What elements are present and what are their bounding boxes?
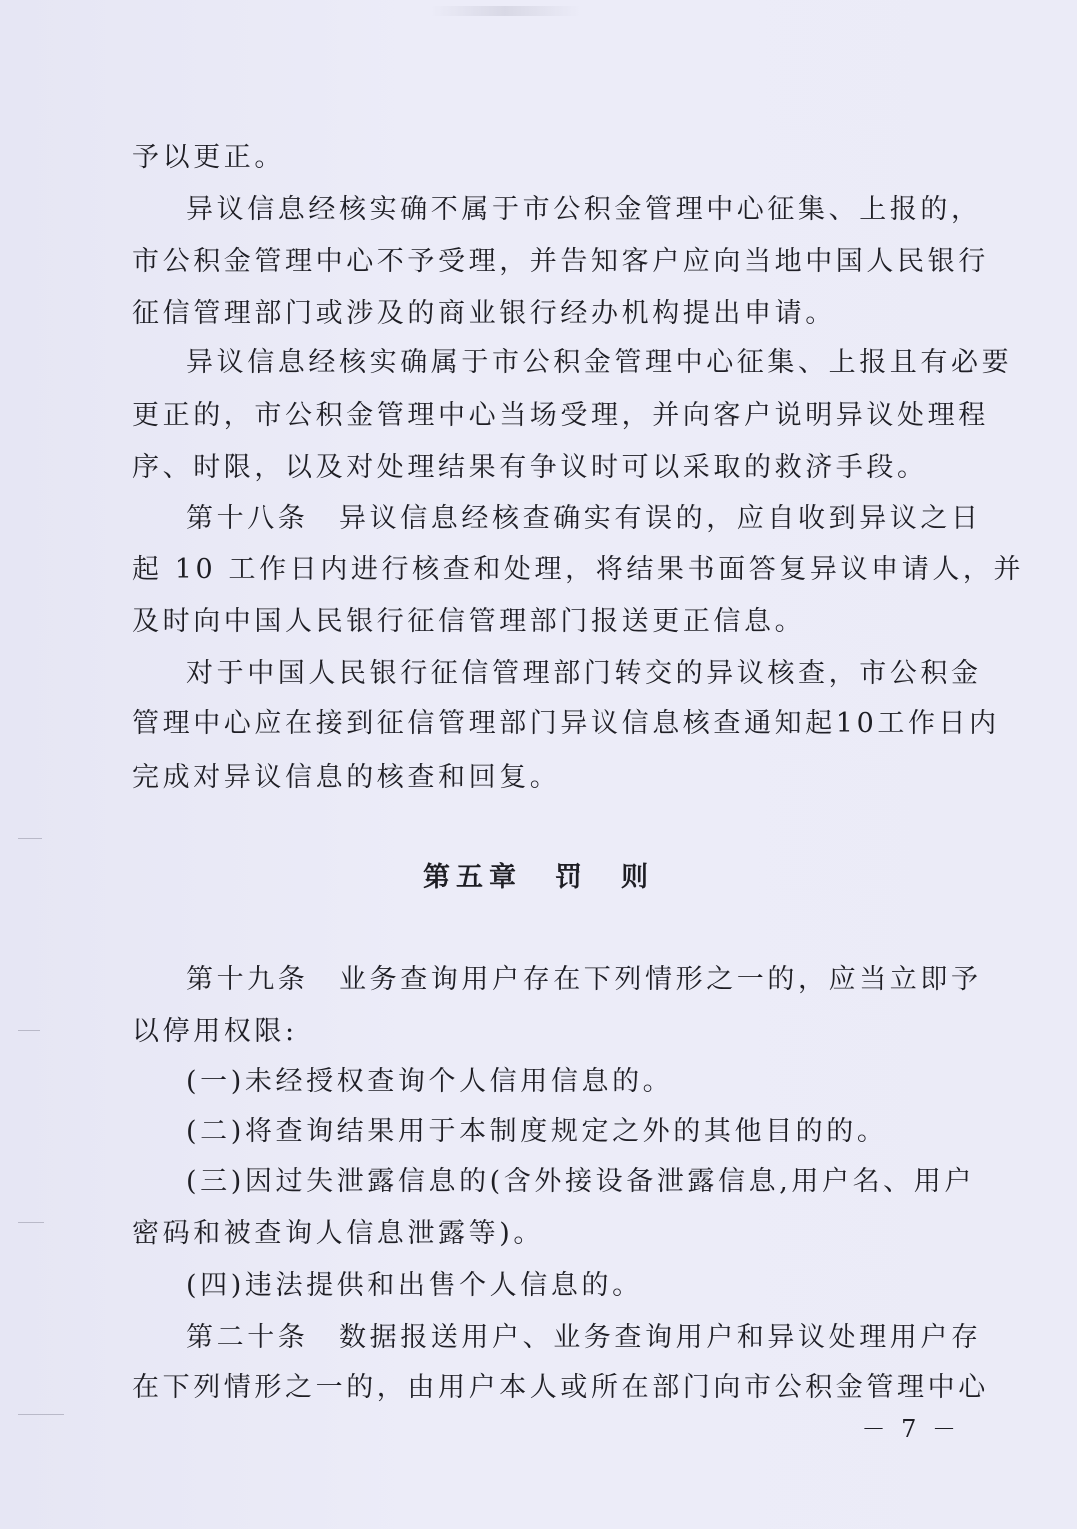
text-line: 序、时限，以及对处理结果有争议时可以采取的救济手段。 bbox=[132, 452, 928, 483]
text-line: 及时向中国人民银行征信管理部门报送更正信息。 bbox=[132, 606, 806, 637]
list-item: (四)违法提供和出售个人信息的。 bbox=[186, 1270, 643, 1301]
scan-mark bbox=[18, 838, 42, 839]
text-line: 异议信息经核实确不属于市公积金管理中心征集、上报的， bbox=[186, 194, 982, 225]
text-line: 异议信息经核实确属于市公积金管理中心征集、上报且有必要 bbox=[186, 347, 1013, 378]
list-item: (三)因过失泄露信息的(含外接设备泄露信息,用户名、用户 bbox=[186, 1166, 975, 1197]
text-line: 以停用权限: bbox=[132, 1016, 298, 1047]
article-20-line: 第二十条 数据报送用户、业务查询用户和异议处理用户存 bbox=[186, 1322, 982, 1353]
text-line: 更正的，市公积金管理中心当场受理，并向客户说明异议处理程 bbox=[132, 400, 989, 431]
text-line: 起 10 工作日内进行核查和处理，将结果书面答复异议申请人，并 bbox=[132, 554, 1025, 585]
list-item: (一)未经授权查询个人信用信息的。 bbox=[186, 1066, 674, 1097]
text-line: 完成对异议信息的核查和回复。 bbox=[132, 762, 561, 793]
text-line: 市公积金管理中心不予受理，并告知客户应向当地中国人民银行 bbox=[132, 246, 989, 277]
scan-mark bbox=[18, 1030, 40, 1031]
chapter-heading: 第五章 罚 则 bbox=[423, 862, 654, 893]
scan-mark bbox=[18, 1414, 64, 1415]
text-line: 密码和被查询人信息泄露等)。 bbox=[132, 1218, 544, 1249]
text-line: 予以更正。 bbox=[132, 142, 285, 173]
article-19-line: 第十九条 业务查询用户存在下列情形之一的，应当立即予 bbox=[186, 964, 982, 995]
scan-mark bbox=[18, 1222, 44, 1223]
text-line: 管理中心应在接到征信管理部门异议信息核查通知起10工作日内 bbox=[132, 708, 1000, 739]
scan-smudge bbox=[430, 6, 580, 16]
text-line: 征信管理部门或涉及的商业银行经办机构提出申请。 bbox=[132, 298, 836, 329]
list-item: (二)将查询结果用于本制度规定之外的其他目的的。 bbox=[186, 1116, 888, 1147]
page-number: － 7 － bbox=[861, 1415, 960, 1443]
text-line: 对于中国人民银行征信管理部门转交的异议核查，市公积金 bbox=[186, 658, 982, 689]
text-line: 在下列情形之一的，由用户本人或所在部门向市公积金管理中心 bbox=[132, 1372, 989, 1403]
article-18-line: 第十八条 异议信息经核查确实有误的，应自收到异议之日 bbox=[186, 503, 982, 534]
